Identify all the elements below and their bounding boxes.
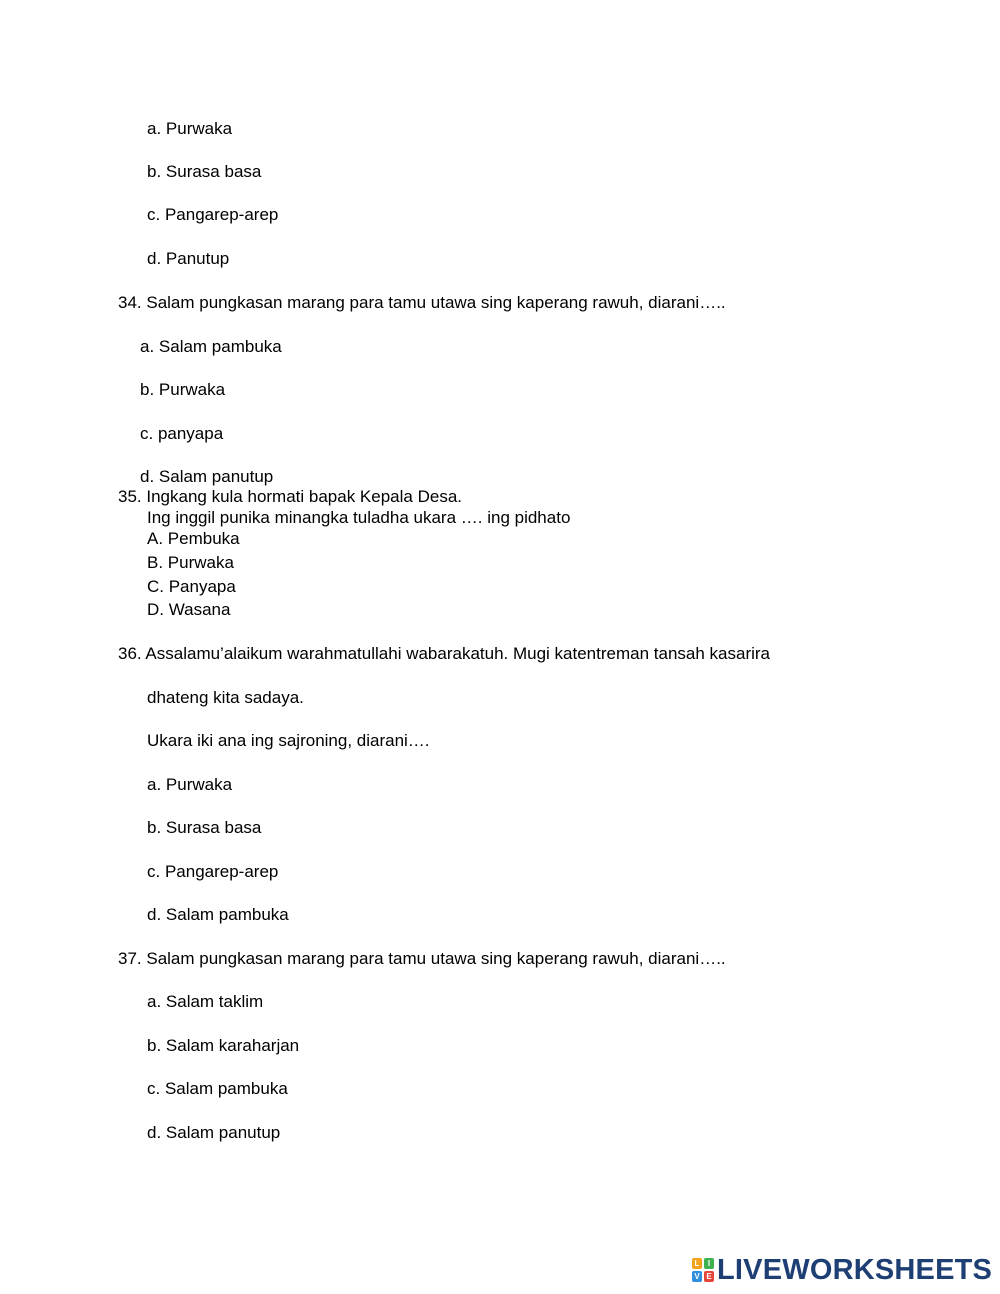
logo-mark-v: V — [692, 1271, 702, 1282]
q36-option-a: a. Purwaka — [147, 775, 233, 794]
q33-option-b: b. Surasa basa — [147, 162, 262, 181]
logo-mark-e: E — [704, 1271, 714, 1282]
q35-question-line2: Ing inggil punika minangka tuladha ukara …. ing pidhato — [147, 508, 571, 527]
logo-mark-i: I — [704, 1258, 714, 1269]
q37-question: 37. Salam pungkasan marang para tamu utawa sing kaperang rawuh, diarani….. — [118, 949, 726, 968]
q34-option-b: b. Purwaka — [140, 380, 226, 399]
q35-option-b: B. Purwaka — [147, 553, 234, 572]
q37-option-c: c. Salam pambuka — [147, 1079, 288, 1098]
q37-option-b: b. Salam karaharjan — [147, 1036, 300, 1055]
q34-option-d: d. Salam panutup — [140, 467, 274, 486]
q36-question-line3: Ukara iki ana ing sajroning, diarani…. — [147, 731, 430, 750]
q34-option-c: c. panyapa — [140, 424, 224, 443]
logo-mark-icon — [692, 1258, 714, 1282]
q35-option-c: C. Panyapa — [147, 577, 236, 596]
q37-option-a: a. Salam taklim — [147, 992, 264, 1011]
q33-option-d: d. Panutup — [147, 249, 230, 268]
q35-option-d: D. Wasana — [147, 600, 231, 619]
liveworksheets-logo — [692, 1256, 992, 1284]
logo-text: LIVEWORKSHEETS — [717, 1254, 993, 1286]
q33-option-a: a. Purwaka — [147, 119, 233, 138]
q35-question: 35. Ingkang kula hormati bapak Kepala Desa. — [118, 487, 463, 506]
q34-question: 34. Salam pungkasan marang para tamu utawa sing kaperang rawuh, diarani….. — [118, 293, 726, 312]
q36-question: 36. Assalamu’alaikum warahmatullahi wabarakatuh. Mugi katentreman tansah kasarira — [118, 644, 771, 663]
q33-option-c: c. Pangarep-arep — [147, 205, 279, 224]
q36-option-b: b. Surasa basa — [147, 818, 262, 837]
q36-question-line2: dhateng kita sadaya. — [147, 688, 304, 707]
q34-option-a: a. Salam pambuka — [140, 337, 282, 356]
logo-mark-l: L — [692, 1258, 702, 1269]
q35-option-a: A. Pembuka — [147, 529, 240, 548]
q37-option-d: d. Salam panutup — [147, 1123, 281, 1142]
q36-option-d: d. Salam pambuka — [147, 905, 289, 924]
q36-option-c: c. Pangarep-arep — [147, 862, 279, 881]
